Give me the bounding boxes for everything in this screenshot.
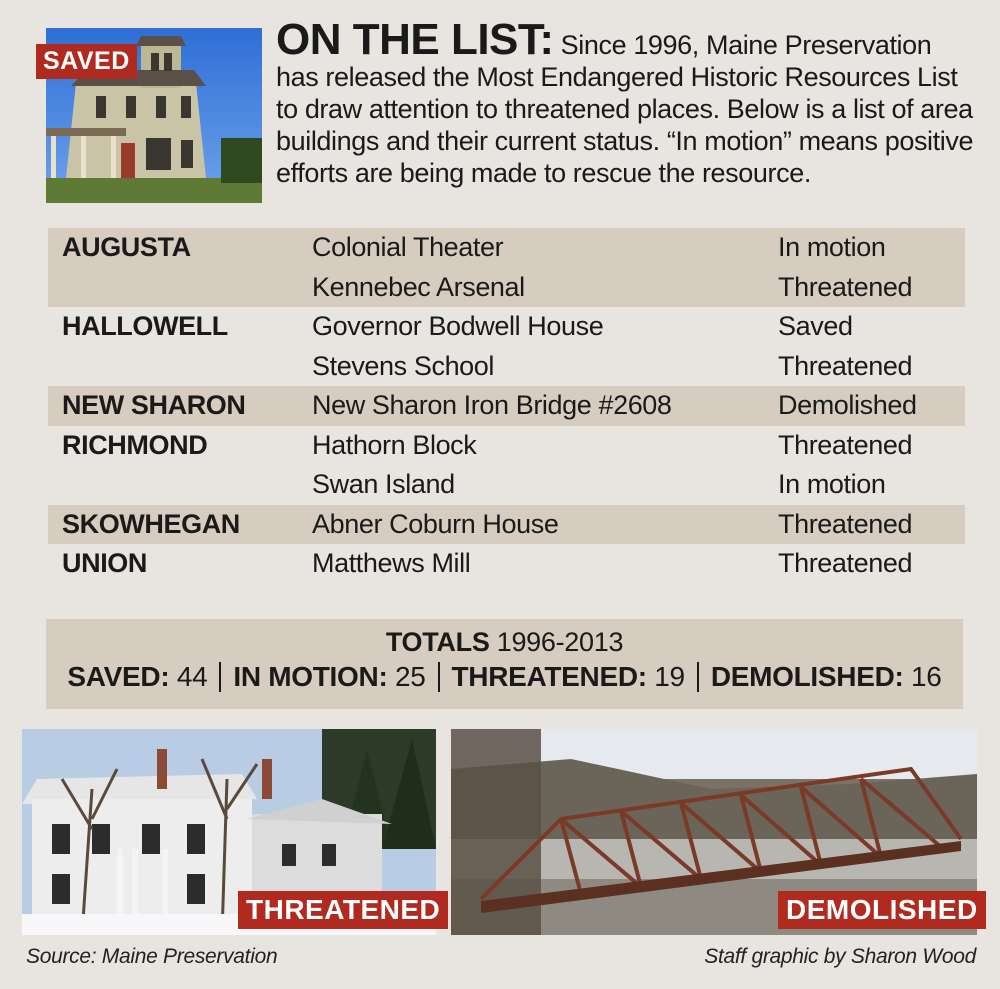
intro-text: Since 1996, Maine Preservation has released the Most Endangered Historic Resources List to draw attention to threatened places. Below is a list of area buildings and their current status. “In motion” means positive efforts are being made to rescue the resource. (276, 30, 974, 188)
city-name: UNION (62, 548, 147, 579)
threatened-badge: THREATENED (238, 891, 448, 929)
place-status: Threatened (778, 508, 913, 539)
place-name: New Sharon Iron Bridge #2608 (312, 390, 672, 421)
place-status: Threatened (778, 548, 913, 579)
place-status: Threatened (778, 350, 913, 381)
table-row (48, 544, 965, 584)
resource-table (48, 228, 965, 584)
city-group (48, 426, 965, 505)
city-group (48, 505, 965, 545)
totals-item (440, 661, 697, 693)
totals-item-label: IN MOTION: (233, 661, 388, 692)
totals-range: 1996-2013 (496, 627, 624, 657)
totals-item-value: 19 (654, 661, 685, 692)
totals-item-label: DEMOLISHED: (710, 661, 904, 692)
table-row (48, 307, 965, 347)
staff-credit: Staff graphic by Sharon Wood (704, 945, 976, 968)
place-status: Saved (778, 311, 853, 342)
table-row (48, 505, 965, 545)
city-group (48, 386, 965, 426)
place-name: Governor Bodwell House (312, 311, 604, 342)
saved-badge: SAVED (36, 44, 137, 79)
place-status: In motion (778, 232, 886, 263)
totals-item-value: 44 (176, 661, 208, 692)
totals-item (55, 661, 219, 693)
totals-item-value: 16 (911, 661, 942, 692)
totals-item-value: 25 (394, 661, 426, 692)
table-row (48, 228, 965, 268)
city-name: HALLOWELL (62, 311, 228, 342)
demolished-badge: DEMOLISHED (778, 891, 986, 929)
city-group (48, 307, 965, 386)
place-status: Demolished (778, 390, 917, 421)
intro-paragraph (276, 15, 976, 189)
totals-title (46, 627, 963, 658)
city-name: RICHMOND (62, 429, 208, 460)
city-name: AUGUSTA (62, 232, 191, 263)
place-name: Kennebec Arsenal (312, 271, 525, 302)
place-status: Threatened (778, 271, 913, 302)
headline: ON THE LIST: (276, 15, 554, 64)
source-credit: Source: Maine Preservation (26, 945, 278, 968)
place-status: In motion (778, 469, 886, 500)
place-name: Hathorn Block (312, 429, 477, 460)
city-group (48, 544, 965, 584)
table-row (48, 426, 965, 466)
place-name: Matthews Mill (312, 548, 471, 579)
totals-item-label: SAVED: (67, 661, 170, 692)
totals-box (46, 619, 963, 709)
place-name: Stevens School (312, 350, 495, 381)
totals-item-label: THREATENED: (451, 661, 647, 692)
table-row (48, 268, 965, 308)
totals-label: TOTALS (385, 627, 490, 657)
totals-item (221, 661, 437, 693)
table-row (48, 347, 965, 387)
table-row (48, 386, 965, 426)
place-status: Threatened (778, 429, 913, 460)
city-name: SKOWHEGAN (62, 508, 240, 539)
totals-item (699, 661, 954, 693)
place-name: Swan Island (312, 469, 455, 500)
totals-row (46, 661, 963, 693)
place-name: Colonial Theater (312, 232, 504, 263)
city-name: NEW SHARON (62, 390, 246, 421)
place-name: Abner Coburn House (312, 508, 559, 539)
city-group (48, 228, 965, 307)
table-row (48, 465, 965, 505)
